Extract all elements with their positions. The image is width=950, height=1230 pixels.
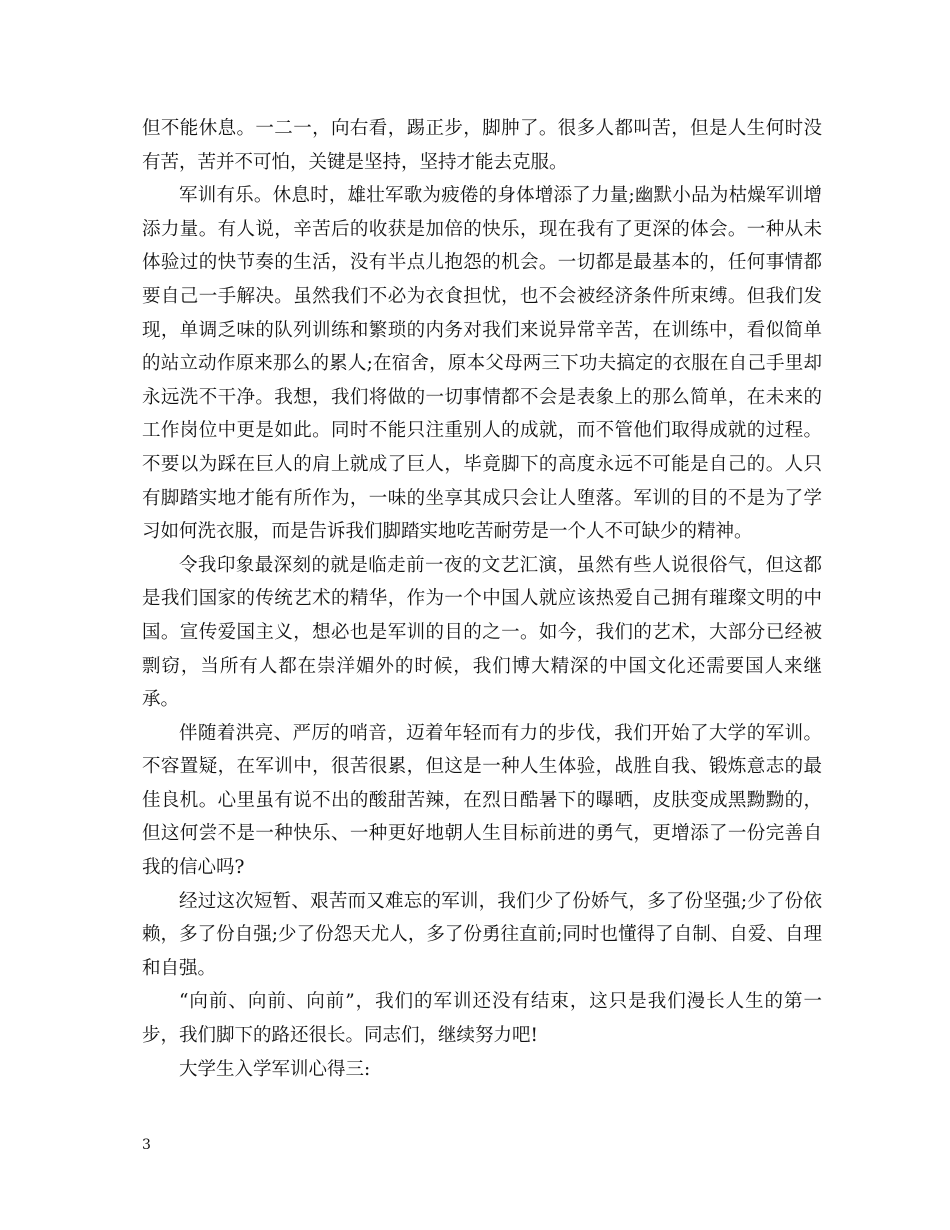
paragraph: 经过这次短暂、艰苦而又难忘的军训，我们少了份娇气，多了份坚强;少了份依赖，多了份自强;少了份怨天尤人，多了份勇往直前;同时也懂得了自制、自爱、自理和自强。 [142, 890, 822, 979]
section-heading: 大学生入学军训心得三: [179, 1058, 371, 1080]
paragraph: “向前、向前、向前”，我们的军训还没有结束，这只是我们漫长人生的第一步，我们脚下的路还很长。同志们，继续努力吧! [142, 991, 822, 1047]
paragraph: 军训有乐。休息时，雄壮军歌为疲倦的身体增添了力量;幽默小品为枯燥军训增添力量。有人说，辛苦后的收获是加倍的快乐，现在我有了更深的体会。一种从未体验过的快节奏的生活，没有半点儿抱怨的机会。一切都是最基本的，任何事情都要自己一手解决。虽然我们不必为衣食担忧，也不会被经济条件所束缚。但我们发现，单调乏味的队列训练和繁琐的内务对我们来说异常辛苦，在训练中，看似简单的站立动作原来那么的累人;在宿舍，原本父母两三下功夫搞定的衣服在自己手里却永远洗不干净。我想，我们将做的一切事情都不会是表象上的那么简单，在未来的工作岗位中更是如此。同时不能只注重别人的成就，而不管他们取得成就的过程。不要以为踩在巨人的肩上就成了巨人，毕竟脚下的高度永远不可能是自己的。人只有脚踏实地才能有所作为，一味的坐享其成只会让人堕落。军训的目的不是为了学习如何洗衣服，而是告诉我们脚踏实地吃苦耐劳是一个人不可缺少的精神。 [142, 185, 822, 543]
paragraph: 但不能休息。一二一，向右看，踢正步，脚肿了。很多人都叫苦，但是人生何时没有苦，苦并不可怕，关键是坚持，坚持才能去克服。 [142, 118, 822, 173]
paragraph: 令我印象最深刻的就是临走前一夜的文艺汇演，虽然有些人说很俗气，但这都是我们国家的传统艺术的精华，作为一个中国人就应该热爱自己拥有璀璨文明的中国。宣传爱国主义，想必也是军训的目的之一。如今，我们的艺术，大部分已经被剽窃，当所有人都在崇洋媚外的时候，我们博大精深的中国文化还需要国人来继承。 [142, 554, 822, 711]
page-number: 3 [142, 1137, 151, 1153]
paragraph: 伴随着洪亮、严厉的哨音，迈着年轻而有力的步伐，我们开始了大学的军训。不容置疑，在军训中，很苦很累，但这是一种人生体验，战胜自我、锻炼意志的最佳良机。心里虽有说不出的酸甜苦辣，在烈日酷暑下的曝晒，皮肤变成黑黝黝的，但这何尝不是一种快乐、一种更好地朝人生目标前进的勇气，更增添了一份完善自我的信心吗? [142, 722, 822, 879]
document-body [142, 112, 822, 1086]
